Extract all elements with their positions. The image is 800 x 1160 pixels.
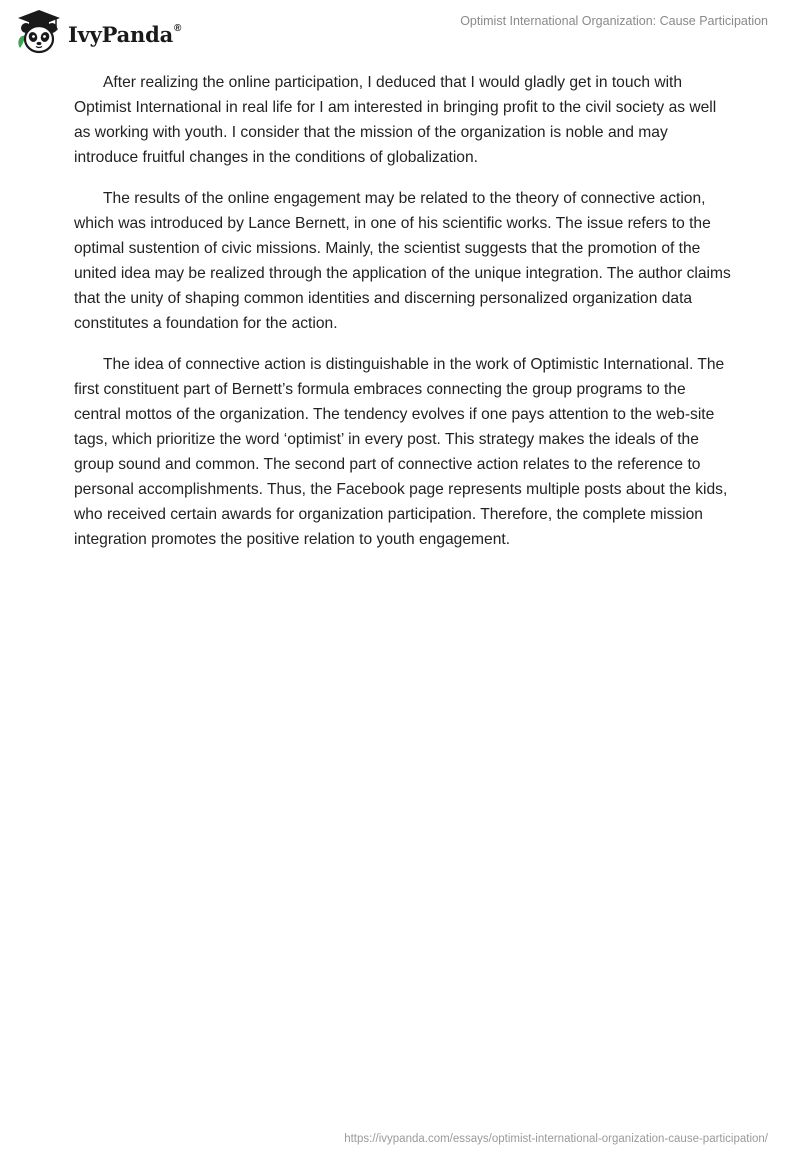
document-title: Optimist International Organization: Cause Participation [460, 14, 768, 28]
brand-logo[interactable] [14, 8, 181, 56]
paragraph: The idea of connective action is distinguishable in the work of Optimistic International. The first constituent part of Bernett’s formula embraces connecting the group programs to the central mottos of the organization. The tendency evolves if one pays attention to the web-site tags, which prioritize the word ‘optimist’ in every post. This strategy makes the ideals of the group sound and common. The second part of connective action relates to the reference to personal accomplishments. Thus, the Facebook page represents multiple posts about the kids, who received certain awards for organization participation. Therefore, the complete mission integration promotes the positive relation to youth engagement. [74, 356, 728, 548]
panda-graduate-icon [14, 8, 64, 56]
page-header [0, 0, 800, 64]
registered-mark: ® [174, 22, 182, 34]
source-url[interactable]: https://ivypanda.com/essays/optimist-international-organization-cause-participation/ [344, 1133, 768, 1145]
essay-body [74, 70, 734, 568]
brand-name-text: IvyPanda [68, 21, 174, 47]
brand-name [68, 22, 181, 47]
paragraph: The results of the online engagement may be related to the theory of connective action, which was introduced by Lance Bernett, in one of his scientific works. The issue refers to the optimal sustention of civic missions. Mainly, the scientist suggests that the promotion of the united idea may be realized through the application of the unique integration. The author claims that the unity of shaping common identities and discerning personalized organization data constitutes a foundation for the action. [74, 190, 731, 332]
paragraph: After realizing the online participation, I deduced that I would gladly get in touch with Optimist International in real life for I am interested in bringing profit to the civil society as well as working with youth. I consider that the mission of the organization is noble and may introduce fruitful changes in the conditions of globalization. [74, 74, 717, 166]
